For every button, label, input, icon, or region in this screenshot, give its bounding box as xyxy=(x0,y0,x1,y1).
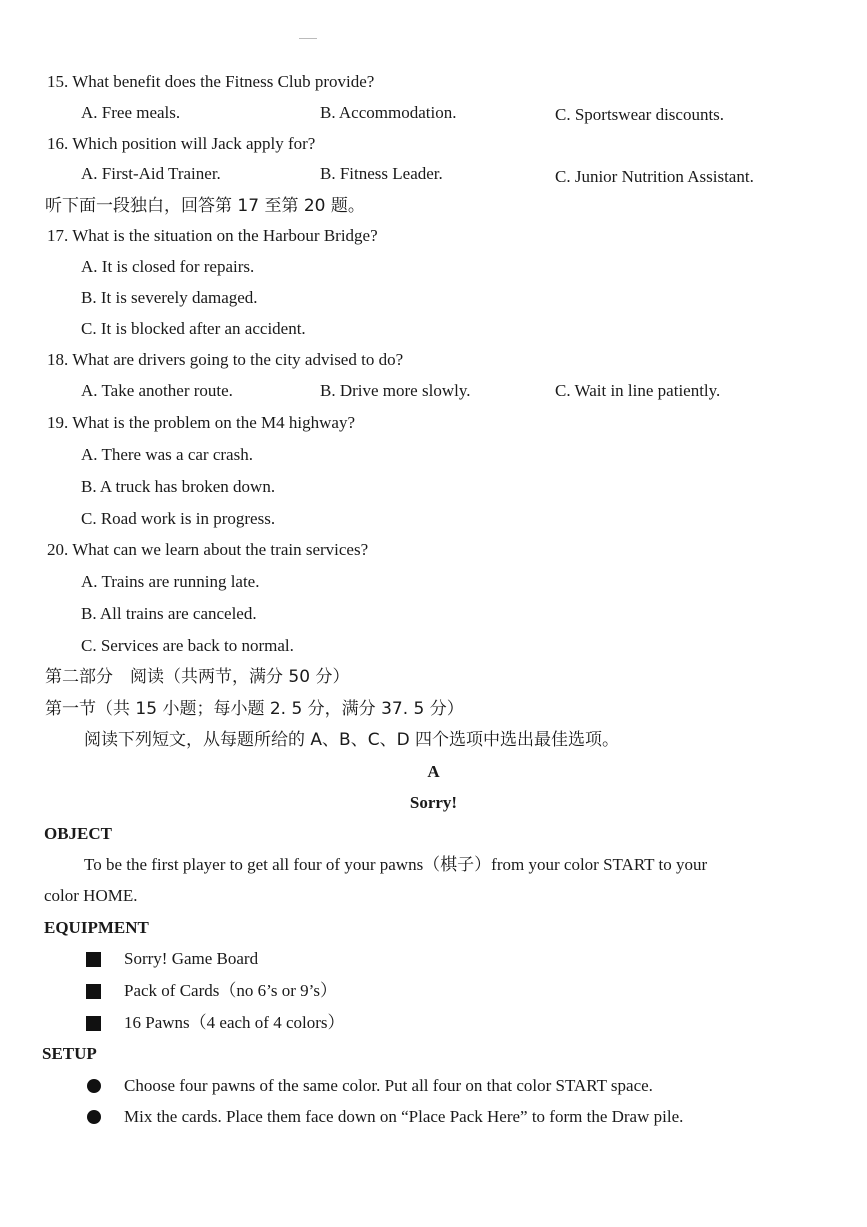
object-heading: OBJECT xyxy=(44,824,113,843)
question-15-option-b: B. Accommodation. xyxy=(320,103,457,122)
question-18-option-b: B. Drive more slowly. xyxy=(320,381,471,400)
question-16-option-b: B. Fitness Leader. xyxy=(320,164,443,183)
question-15-option-c: C. Sportswear discounts. xyxy=(555,105,725,124)
question-19-option-a: A. There was a car crash. xyxy=(81,445,253,464)
part-two-title: 第二部分 阅读（共两节，满分 50 分） xyxy=(45,667,350,687)
question-16-option-a: A. First-Aid Trainer. xyxy=(81,164,221,183)
round-bullet-icon xyxy=(87,1110,101,1124)
equipment-item: Pack of Cards（no 6’s or 9’s） xyxy=(124,981,337,1000)
object-text-line-2: color HOME. xyxy=(44,886,138,905)
section-one-title: 第一节（共 15 小题；每小题 2. 5 分，满分 37. 5 分） xyxy=(45,699,464,719)
question-19-stem: 19. What is the problem on the M4 highway? xyxy=(47,413,355,432)
question-18-stem: 18. What are drivers going to the city advised to do? xyxy=(47,350,404,369)
question-20-option-a: A. Trains are running late. xyxy=(81,572,260,591)
question-17-option-a: A. It is closed for repairs. xyxy=(81,257,255,276)
question-20-stem: 20. What can we learn about the train services? xyxy=(47,540,369,559)
round-bullet-icon xyxy=(87,1079,101,1093)
question-16-stem: 16. Which position will Jack apply for? xyxy=(47,134,316,153)
question-19-option-c: C. Road work is in progress. xyxy=(81,509,276,528)
question-17-option-b: B. It is severely damaged. xyxy=(81,288,258,307)
reading-instruction: 阅读下列短文，从每题所给的 A、B、C、D 四个选项中选出最佳选项。 xyxy=(84,730,620,750)
passage-title: Sorry! xyxy=(409,793,458,812)
question-15-stem: 15. What benefit does the Fitness Club provide? xyxy=(47,72,375,91)
question-18-option-c: C. Wait in line patiently. xyxy=(555,381,721,400)
setup-item: Choose four pawns of the same color. Put all four on that color START space. xyxy=(124,1076,653,1095)
question-19-option-b: B. A truck has broken down. xyxy=(81,477,276,496)
square-bullet-icon xyxy=(86,984,101,999)
question-18-option-a: A. Take another route. xyxy=(81,381,233,400)
square-bullet-icon xyxy=(86,1016,101,1031)
setup-heading: SETUP xyxy=(42,1044,97,1063)
setup-item: Mix the cards. Place them face down on “Place Pack Here” to form the Draw pile. xyxy=(124,1107,684,1126)
question-17-stem: 17. What is the situation on the Harbour Bridge? xyxy=(47,226,378,245)
question-20-option-c: C. Services are back to normal. xyxy=(81,636,294,655)
scan-mark xyxy=(299,38,317,39)
equipment-heading: EQUIPMENT xyxy=(44,918,149,937)
question-20-option-b: B. All trains are canceled. xyxy=(81,604,257,623)
passage-letter: A xyxy=(427,762,440,781)
equipment-item: 16 Pawns（4 each of 4 colors） xyxy=(124,1013,345,1032)
question-15-option-a: A. Free meals. xyxy=(81,103,181,122)
question-17-option-c: C. It is blocked after an accident. xyxy=(81,319,306,338)
square-bullet-icon xyxy=(86,952,101,967)
monologue-instruction: 听下面一段独白，回答第 17 至第 20 题。 xyxy=(45,196,365,216)
object-text-line-1: To be the first player to get all four of your pawns（棋子）from your color START to your xyxy=(84,855,708,874)
question-16-option-c: C. Junior Nutrition Assistant. xyxy=(555,167,754,186)
equipment-item: Sorry! Game Board xyxy=(124,949,259,968)
